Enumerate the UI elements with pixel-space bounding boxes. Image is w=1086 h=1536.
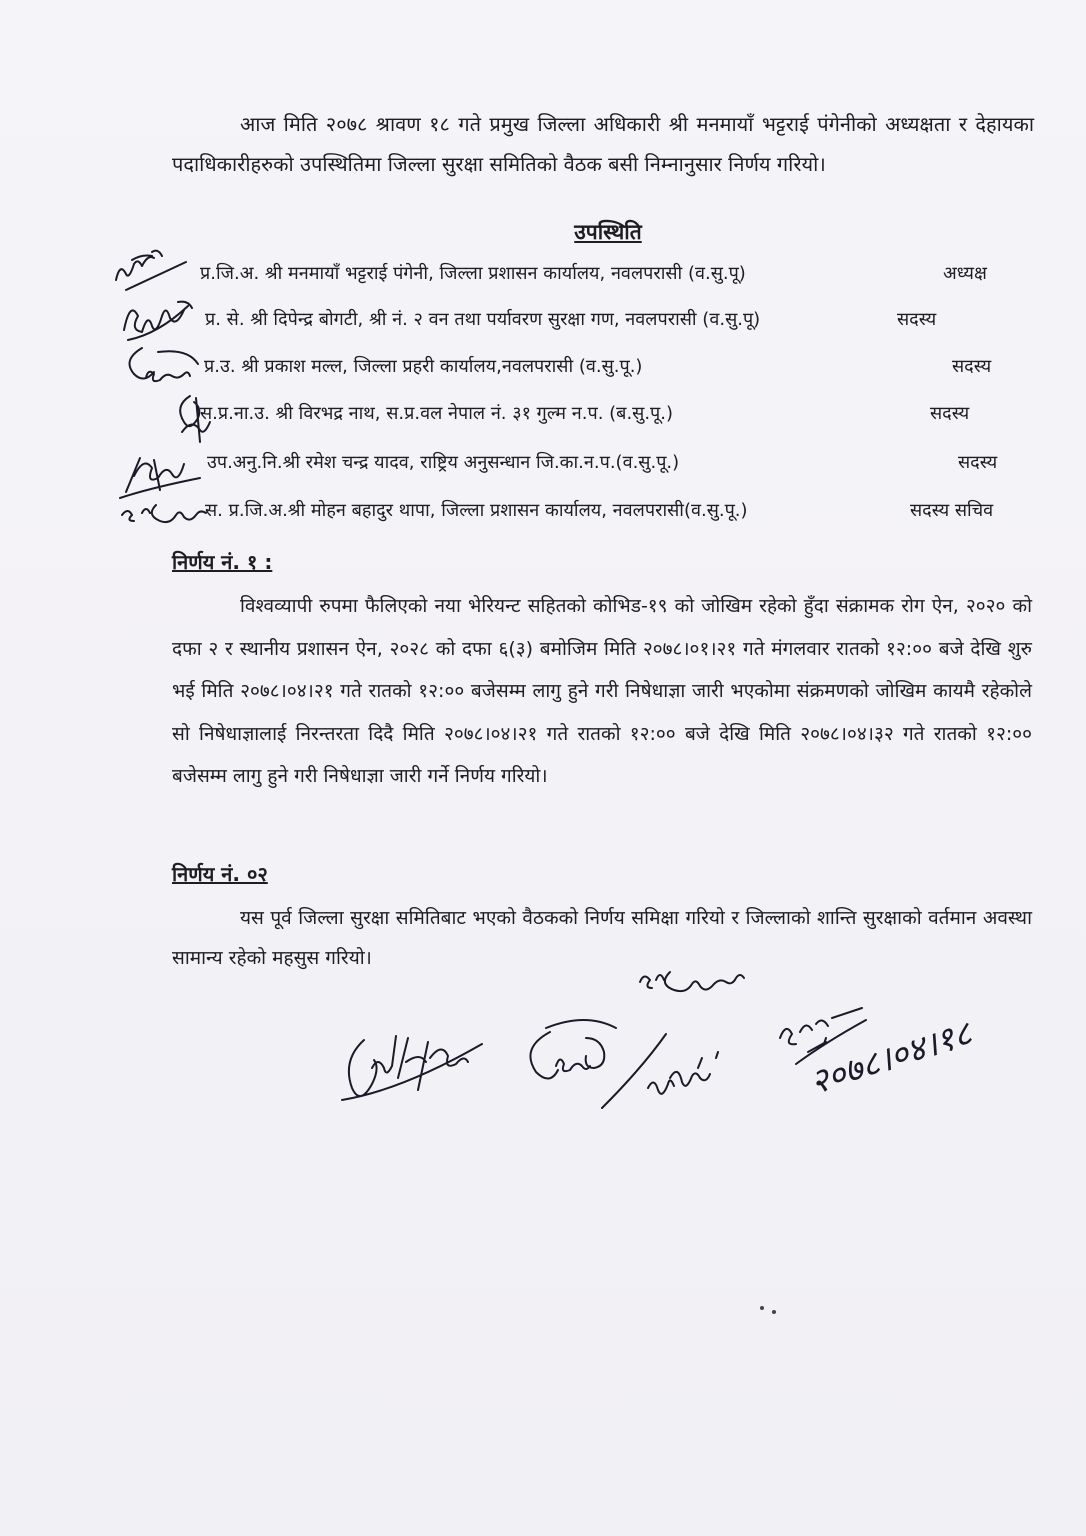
member-role: सदस्य: [930, 403, 970, 424]
member-text: प्र.जि.अ. श्री मनमायाँ भट्टराई पंगेनी, जिल्ला प्रशासन कार्यालय, नवलपरासी (व.सु.पू): [200, 263, 746, 284]
decision-2-body: यस पूर्व जिल्ला सुरक्षा समितिबाट भएको वैठकको निर्णय समिक्षा गरियो र जिल्लाको शान्ति सुरक्षाको वर्तमान अवस्था सामान्य रहेको महसुस गरियो।: [172, 907, 1032, 969]
member-text: उप.अनु.नि.श्री रमेश चन्द्र यादव, राष्ट्रिय अनुसन्धान जि.का.न.प.(व.सु.पू.): [207, 452, 680, 473]
margin-signature-4: [160, 388, 220, 448]
decision-2-title: निर्णय नं. ०२: [172, 862, 268, 886]
attendance-heading-text: उपस्थिति: [574, 220, 642, 244]
ink-speck: [772, 1310, 776, 1314]
member-text: प्र.उ. श्री प्रकाश मल्ल, जिल्ला प्रहरी कार्यालय,नवलपरासी (व.सु.पू.): [204, 356, 643, 377]
member-text: प्र. से. श्री दिपेन्द्र बोगटी, श्री नं. २ वन तथा पर्यावरण सुरक्षा गण, नवलपरासी (व.सु.पू): [205, 309, 761, 330]
member-role: अध्यक्ष: [943, 263, 987, 284]
decision-1-title: निर्णय नं. १ :: [172, 550, 273, 574]
member-role: सदस्य: [958, 452, 998, 473]
ink-speck: [760, 1306, 764, 1310]
member-role: सदस्य सचिव: [910, 500, 994, 521]
member-role: सदस्य: [897, 309, 937, 330]
member-role: सदस्य: [952, 356, 992, 377]
intro-paragraph: आज मिति २०७८ श्रावण १८ गते प्रमुख जिल्ला अधिकारी श्री मनमायाँ भट्टराई पंगेनीको अध्यक्षता र देहायका पदाधिकारीहरुको उपस्थितिमा जिल्ला सुरक्षा समितिको वैठक बसी निम्नानुसार निर्णय गरियो।: [172, 112, 1034, 176]
signature-block-4: [598, 1020, 738, 1120]
member-text: स. प्र.जि.अ.श्री मोहन बहादुर थापा, जिल्ला प्रशासन कार्यालय, नवलपरासी(व.सु.पू.): [205, 500, 748, 521]
signature-block-3: [636, 962, 766, 1002]
signature-block-1: [336, 1018, 496, 1118]
handwritten-date: २०७८।०४।१८: [805, 1013, 977, 1104]
decision-1-body: विश्वव्यापी रुपमा फैलिएको नया भेरियन्ट सहितको कोभिड-१९ को जोखिम रहेको हुँदा संक्रामक रोग ऐन, २०२० को दफा २ र स्थानीय प्रशासन ऐन, २०२८ को दफा ६(३) बमोजिम मिति २०७८।०१।२१ गते मंगलवार रातको १२:०० बजे देखि शुरु भई मिति २०७८।०४।२१ गते रातको १२:०० बजेसम्म लागु हुने गरी निषेधाज्ञा जारी भएकोमा संक्रमणको जोखिम कायमै रहेकोले सो निषेधाज्ञालाई निरन्तरता दिदै मिति २०७८।०४।२१ गते रातको १२:०० बजे देखि मिति २०७८।०४।३२ गते रातको १२:०० बजेसम्म लागु हुने गरी निषेधाज्ञा जारी गर्ने निर्णय गरियो।: [172, 595, 1032, 787]
margin-signature-6: [118, 495, 208, 535]
member-text: स.प्र.ना.उ. श्री विरभद्र नाथ, स.प्र.वल नेपाल नं. ३१ गुल्म न.प. (ब.सु.पू.): [200, 403, 674, 424]
